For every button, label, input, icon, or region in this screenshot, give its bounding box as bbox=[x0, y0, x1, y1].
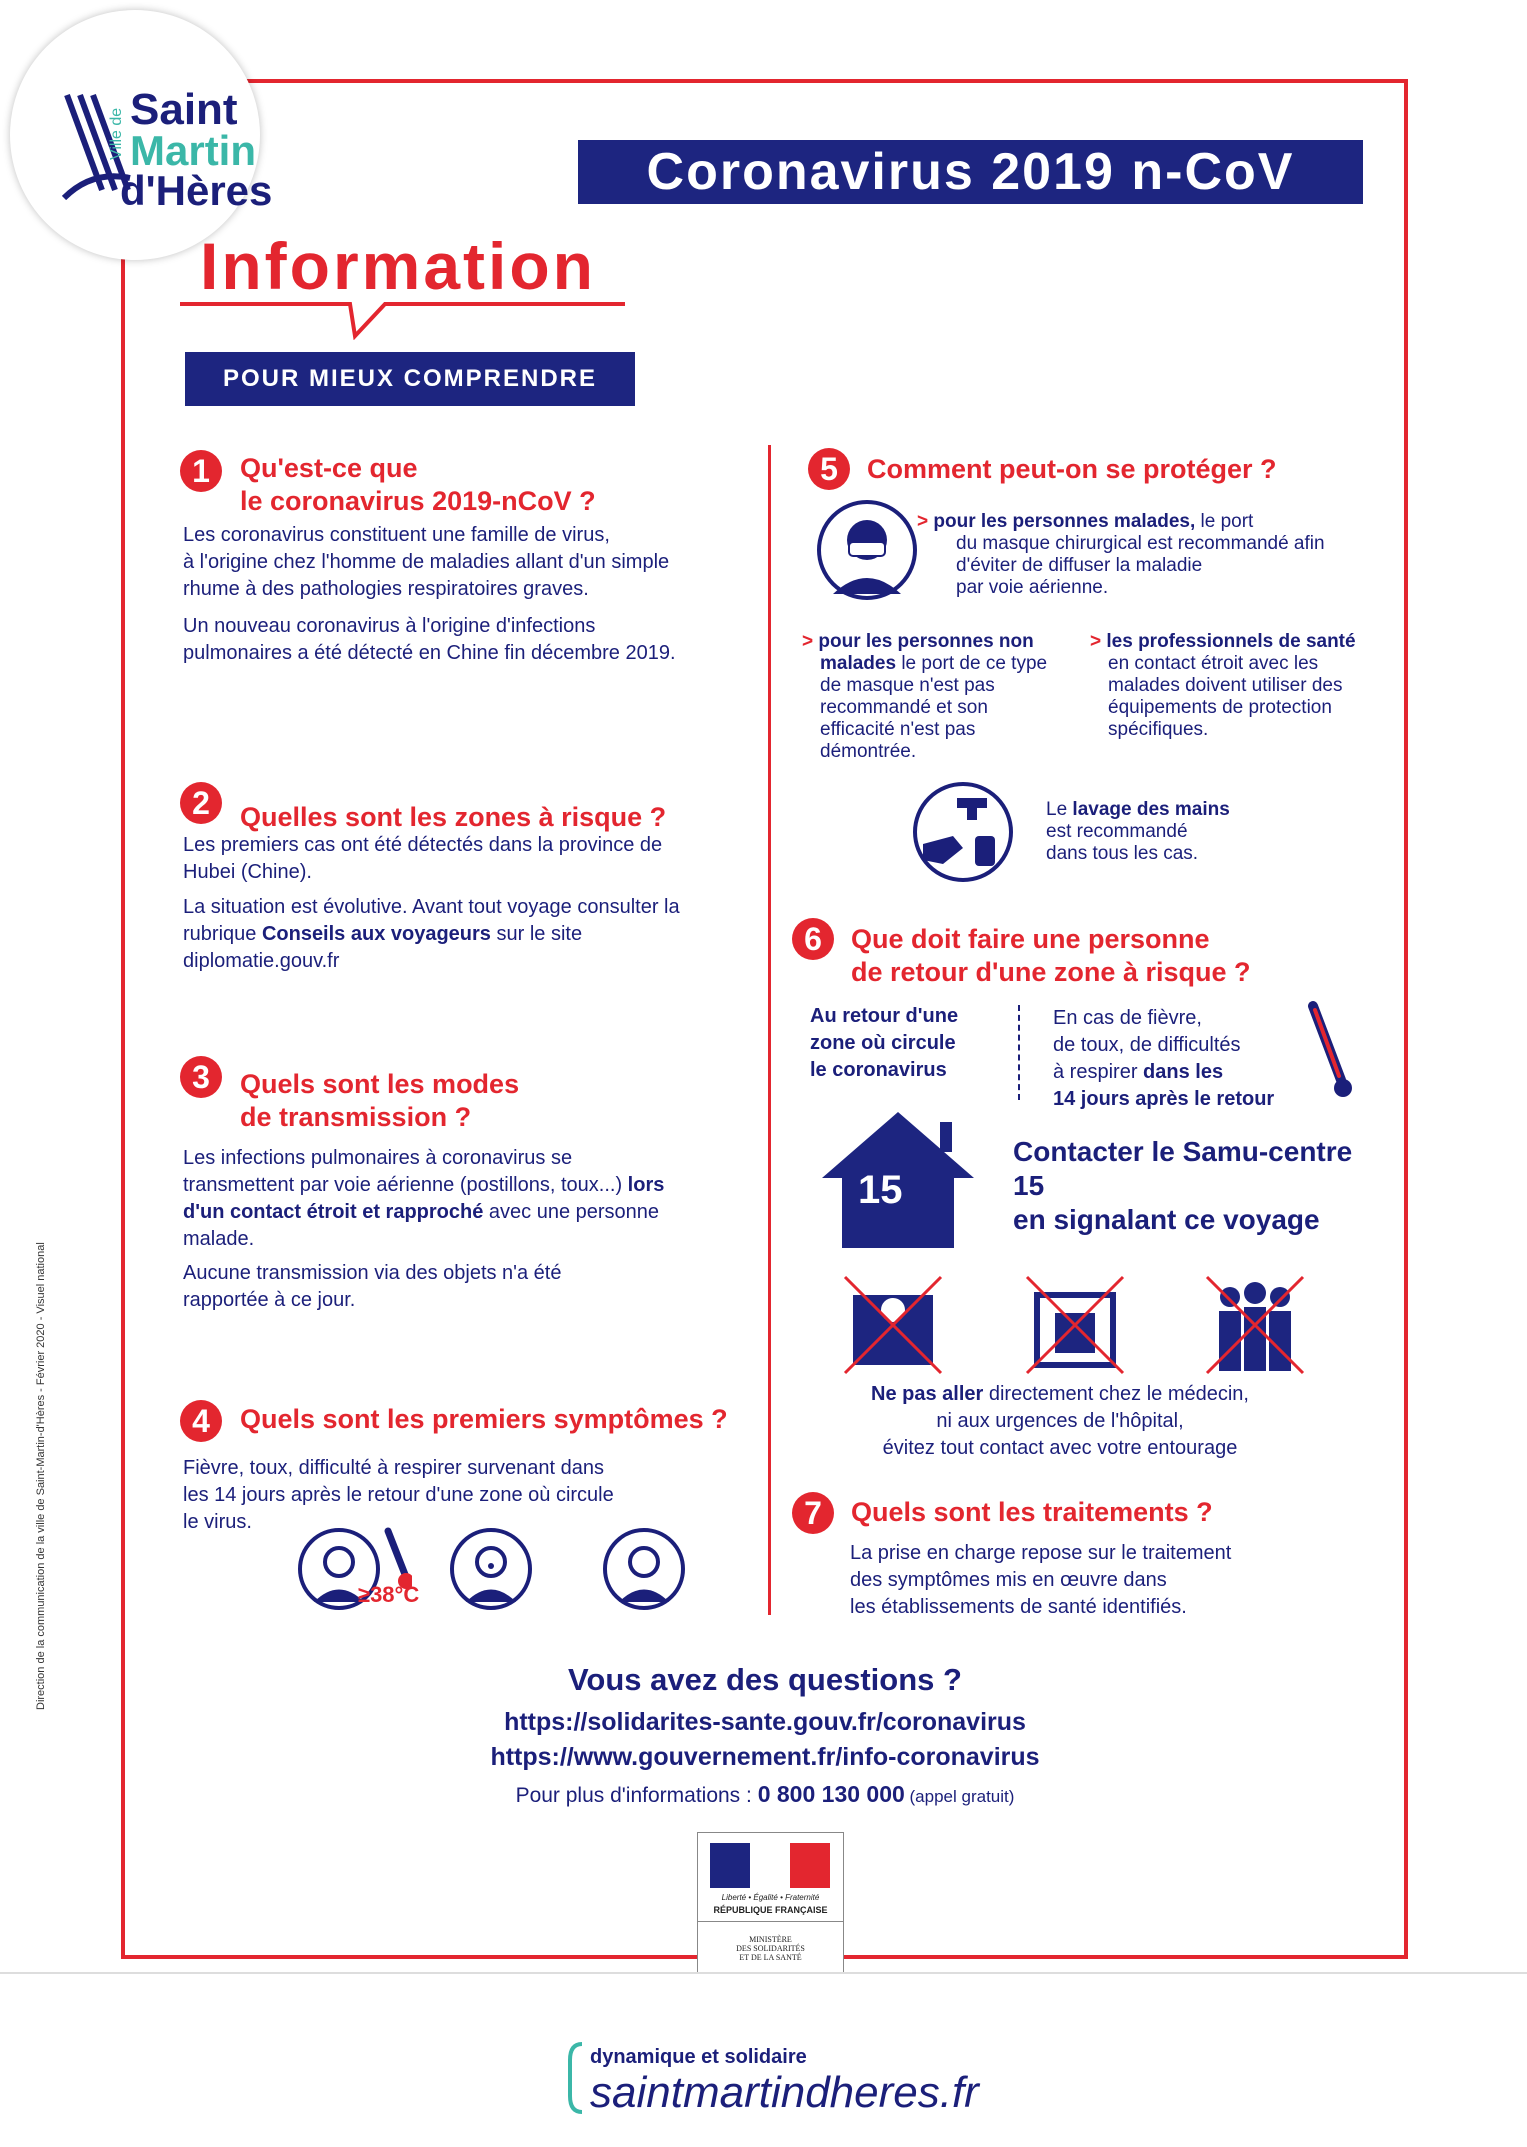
fever-return-text: En cas de fièvre, de toux, de difficultés à respirer dans les 14 jours après le retour bbox=[1053, 1007, 1275, 1110]
breathing-difficulty-icon bbox=[603, 1528, 685, 1610]
protection-bullet: > pour les personnes malades, le port du masque chirurgical est recommandé afin d'éviter de diffuser la maladie par voie aérienne. bbox=[917, 511, 1325, 598]
temperature-label: ≥38°C bbox=[358, 1582, 420, 1607]
information-heading: Information bbox=[200, 229, 596, 303]
section-number: 6 bbox=[792, 918, 834, 960]
section-title: Comment peut-on se protéger ? bbox=[867, 454, 1277, 484]
section-title: Que doit faire une personne de retour d'une zone à risque ? bbox=[851, 924, 1251, 987]
footer-tagline: dynamique et solidaire bbox=[590, 2046, 807, 2068]
logo-heres: d'Hères bbox=[120, 167, 273, 214]
section-number: 5 bbox=[808, 448, 850, 490]
dashed-separator bbox=[1018, 1005, 1020, 1100]
section-title: Quelles sont les zones à risque ? bbox=[240, 802, 667, 832]
no-contact-icon bbox=[1205, 1275, 1305, 1375]
cough-icon bbox=[450, 1528, 532, 1610]
return-text: Au retour d'une zone où circule le coronavirus bbox=[810, 1005, 959, 1081]
samu-contact: Contacter le Samu-centre 15 en signalant ce voyage bbox=[1013, 1136, 1353, 1235]
logo-ville: Ville de bbox=[108, 107, 125, 160]
section-text: La situation est évolutive. Avant tout voyage consulter la rubrique Conseils aux voyageurs sur le site diplomatie.gouv.fr bbox=[183, 896, 680, 972]
section-number: 2 bbox=[180, 782, 222, 824]
logo-martin: Martin bbox=[130, 127, 256, 174]
logo-saint: Saint bbox=[130, 85, 238, 134]
section-text: La prise en charge repose sur le traitement des symptômes mis en œuvre dans les établissements de santé identifiés. bbox=[850, 1542, 1232, 1618]
protection-bullet: > pour les personnes non malades le port de ce type de masque n'est pas recommandé et son efficacité n'est pas démontrée. bbox=[802, 631, 1048, 762]
hand-washing-text: Le lavage des mains est recommandé dans tous les cas. bbox=[1046, 799, 1230, 864]
phone-number-badge: 15 bbox=[858, 1168, 903, 1212]
section-title: Quels sont les traitements ? bbox=[851, 1497, 1213, 1527]
no-doctor-icon bbox=[843, 1275, 943, 1375]
no-hospital-icon bbox=[1025, 1275, 1125, 1375]
url-link[interactable]: https://www.gouvernement.fr/info-coronavirus bbox=[490, 1743, 1040, 1771]
section-text: Un nouveau coronavirus à l'origine d'infections pulmonaires a été détecté en Chine fin décembre 2019. bbox=[183, 615, 676, 664]
bracket-icon bbox=[566, 2040, 586, 2115]
section-text: Fièvre, toux, difficulté à respirer survenant dans les 14 jours après le retour d'une zone où circule le virus. bbox=[183, 1457, 614, 1533]
mask-icon bbox=[817, 500, 917, 600]
column-divider bbox=[768, 445, 771, 1615]
footer-divider bbox=[0, 1972, 1527, 1974]
phone-info: Pour plus d'informations : 0 800 130 000 (appel gratuit) bbox=[515, 1781, 1015, 1807]
section-title: Quels sont les modes de transmission ? bbox=[240, 1069, 520, 1132]
hand-washing-icon bbox=[913, 782, 1013, 882]
questions-title: Vous avez des questions ? bbox=[568, 1662, 962, 1697]
avoid-text: Ne pas aller directement chez le médecin, ni aux urgences de l'hôpital, évitez tout contact avec votre entourage bbox=[871, 1383, 1249, 1459]
section-title: Qu'est-ce que le coronavirus 2019-nCoV ? bbox=[240, 453, 596, 516]
section-text: Les infections pulmonaires à coronavirus se transmettent par voie aérienne (postillons, toux...) lors d'un contact étroit et rapproché avec une personne malade. bbox=[183, 1147, 665, 1250]
footer-website[interactable]: saintmartindheres.fr bbox=[590, 2068, 979, 2117]
page-title: Coronavirus 2019 n-CoV bbox=[578, 140, 1363, 204]
republic-logo: Liberté • Égalité • Fraternité RÉPUBLIQUE FRANÇAISE MINISTÈRE DES SOLIDARITÉS ET DE LA SANTÉ bbox=[697, 1832, 844, 1974]
subtitle-badge: POUR MIEUX COMPRENDRE bbox=[185, 352, 635, 406]
section-number: 4 bbox=[180, 1400, 222, 1442]
section-number: 7 bbox=[792, 1492, 834, 1534]
section-title: Quels sont les premiers symptômes ? bbox=[240, 1404, 728, 1434]
section-text: Aucune transmission via des objets n'a été rapportée à ce jour. bbox=[183, 1262, 562, 1311]
credit-text: Direction de la communication de la ville de Saint-Martin-d'Hères - Février 2020 - Visuel national bbox=[35, 1242, 47, 1710]
marianne-flag-icon bbox=[710, 1843, 830, 1888]
thermometer-icon bbox=[1305, 998, 1355, 1103]
protection-bullet: > les professionnels de santé en contact étroit avec les malades doivent utiliser des équipements de protection spécifiques. bbox=[1090, 631, 1356, 740]
section-number: 3 bbox=[180, 1056, 222, 1098]
section-number: 1 bbox=[180, 450, 222, 492]
section-text: Les coronavirus constituent une famille de virus, à l'origine chez l'homme de maladies allant d'un simple rhume à des pathologies respiratoires graves. bbox=[183, 524, 670, 600]
speech-bubble-underline bbox=[180, 300, 630, 340]
url-link[interactable]: https://solidarites-sante.gouv.fr/coronavirus bbox=[504, 1708, 1026, 1736]
section-text: Les premiers cas ont été détectés dans la province de Hubei (Chine). bbox=[183, 834, 663, 883]
